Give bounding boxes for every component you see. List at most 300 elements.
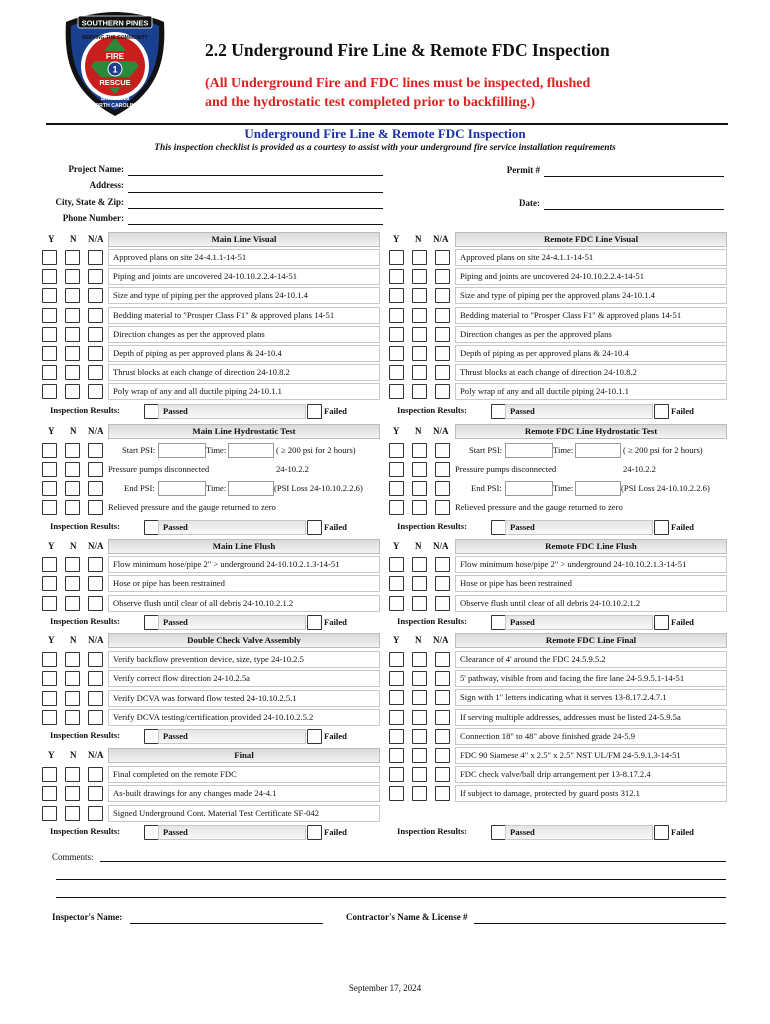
footer-date: September 17, 2024	[348, 983, 422, 993]
fdc-visual-row-5-checkbox-na[interactable]	[435, 346, 450, 361]
main-flush-row-1-checkbox-na[interactable]	[88, 576, 103, 591]
main-visual-row-7-checkbox-na[interactable]	[88, 384, 103, 399]
dcva-passed-checkbox[interactable]	[144, 729, 159, 744]
fdc-flush-passed-checkbox[interactable]	[491, 615, 506, 630]
main-hydro-start-time-input[interactable]	[228, 443, 274, 458]
main-flush-row-0-checkbox-y[interactable]	[42, 557, 57, 572]
fdc-final-row-1-checkbox-na[interactable]	[435, 671, 450, 686]
contractor-label: Contractor's Name & License #	[346, 912, 468, 922]
main-visual-item-7: Poly wrap of any and all ductile piping 24-10.1.1	[108, 383, 380, 400]
fdc-visual-item-7: Poly wrap of any and all ductile piping 24-10.1.1	[455, 383, 727, 400]
main-hydro-failed-label: Failed	[324, 522, 347, 532]
phone-field[interactable]	[128, 224, 383, 225]
fdc-visual-row-0-checkbox-na[interactable]	[435, 250, 450, 265]
fdc-visual-item-6: Thrust blocks at each change of direction 24-10.8.2	[455, 364, 727, 381]
final-col-y: Y	[48, 750, 55, 760]
warning-line-2: and the hydrostatic test completed prior to backfilling.)	[205, 95, 536, 110]
main-hydro-end-row-checkbox-na[interactable]	[88, 481, 103, 496]
fdc-final-row-3-checkbox-na[interactable]	[435, 710, 450, 725]
fdc-hydro-psi-loss-note: (PSI Loss 24-10.10.2.2.6)	[621, 483, 710, 493]
main-visual-item-0: Approved plans on site 24-4.1.1-14-51	[108, 249, 380, 266]
fdc-flush-failed-label: Failed	[671, 617, 694, 627]
main-visual-row-1-checkbox-y[interactable]	[42, 269, 57, 284]
main-flush-col-na: N/A	[88, 541, 104, 551]
fdc-visual-row-6-checkbox-y[interactable]	[389, 365, 404, 380]
main-hydro-col-n: N	[70, 426, 77, 436]
main-visual-item-4: Direction changes as per the approved plans	[108, 326, 380, 343]
fdc-final-row-5-checkbox-n[interactable]	[412, 748, 427, 763]
fdc-final-row-0-checkbox-n[interactable]	[412, 652, 427, 667]
main-flush-passed-label: Passed	[158, 615, 306, 630]
project-name-field[interactable]	[128, 175, 383, 176]
main-visual-row-7-checkbox-y[interactable]	[42, 384, 57, 399]
fdc-hydro-relieved-row-checkbox-y[interactable]	[389, 500, 404, 515]
main-visual-item-6: Thrust blocks at each change of direction 24-10.8.2	[108, 364, 380, 381]
main-flush-failed-label: Failed	[324, 617, 347, 627]
fdc-visual-row-0-checkbox-y[interactable]	[389, 250, 404, 265]
main-hydro-pumps-row-checkbox-y[interactable]	[42, 462, 57, 477]
dcva-col-n: N	[70, 635, 77, 645]
main-flush-row-1-checkbox-n[interactable]	[65, 576, 80, 591]
fdc-hydro-col-n: N	[415, 426, 422, 436]
main-visual-row-4-checkbox-y[interactable]	[42, 327, 57, 342]
logo-since-text: SINCE 1888	[100, 96, 130, 102]
main-hydro-start-row-checkbox-na[interactable]	[88, 443, 103, 458]
final-item-1: As-built drawings for any changes made 24-4.1	[108, 785, 380, 802]
final-col-na: N/A	[88, 750, 104, 760]
date-label: Date:	[519, 198, 540, 208]
fdc-visual-item-1: Piping and joints are uncovered 24-10.10.2.2.4-14-51	[455, 268, 727, 285]
final-row-2-checkbox-n[interactable]	[65, 806, 80, 821]
main-visual-row-6-checkbox-na[interactable]	[88, 365, 103, 380]
dcva-row-1-checkbox-y[interactable]	[42, 671, 57, 686]
dcva-row-3-checkbox-n[interactable]	[65, 710, 80, 725]
fdc-final-row-1-checkbox-y[interactable]	[389, 671, 404, 686]
fdc-hydro-start-row-checkbox-na[interactable]	[435, 443, 450, 458]
fdc-visual-col-n: N	[415, 234, 422, 244]
dcva-item-1: Verify correct flow direction 24-10.2.5a	[108, 670, 380, 687]
form-description: This inspection checklist is provided as a courtesy to assist with your underground fire service installation requirements	[154, 143, 616, 153]
fdc-final-item-6: FDC check valve/ball drip arrangement per 13-8.17.2.4	[455, 766, 727, 783]
main-hydro-section-header: Main Line Hydrostatic Test	[108, 424, 380, 439]
main-hydro-duration-note: ( ≥ 200 psi for 2 hours)	[276, 445, 356, 455]
fdc-visual-row-7-checkbox-n[interactable]	[412, 384, 427, 399]
fdc-visual-item-3: Bedding material to "Prosper Class F1" & approved plans 14-51	[455, 307, 727, 324]
fdc-final-row-1-checkbox-n[interactable]	[412, 671, 427, 686]
fdc-final-results-label: Inspection Results:	[397, 826, 467, 836]
fdc-hydro-start-psi-label: Start PSI:	[469, 445, 503, 455]
fdc-visual-row-2-checkbox-y[interactable]	[389, 288, 404, 303]
comments-line-2[interactable]	[56, 879, 726, 880]
main-hydro-relieved-row-checkbox-n[interactable]	[65, 500, 80, 515]
main-hydro-pumps-ref: 24-10.2.2	[276, 464, 309, 474]
dcva-failed-label: Failed	[324, 731, 347, 741]
fdc-visual-row-4-checkbox-n[interactable]	[412, 327, 427, 342]
main-visual-passed-checkbox[interactable]	[144, 404, 159, 419]
fdc-final-row-6-checkbox-n[interactable]	[412, 767, 427, 782]
fdc-hydro-pumps-ref: 24-10.2.2	[623, 464, 656, 474]
main-visual-row-0-checkbox-y[interactable]	[42, 250, 57, 265]
page-title: 2.2 Underground Fire Line & Remote FDC Inspection	[205, 40, 610, 60]
fdc-hydro-pumps-row-checkbox-na[interactable]	[435, 462, 450, 477]
fdc-final-row-2-checkbox-na[interactable]	[435, 690, 450, 705]
fdc-hydro-failed-label: Failed	[671, 522, 694, 532]
fdc-hydro-col-na: N/A	[433, 426, 449, 436]
fdc-final-row-4-checkbox-n[interactable]	[412, 729, 427, 744]
fdc-visual-passed-checkbox[interactable]	[491, 404, 506, 419]
warning-note	[205, 74, 590, 112]
fdc-visual-item-2: Size and type of piping per the approved plans 24-10.1.4	[455, 287, 727, 304]
fdc-final-item-1: 5' pathway, visible from and facing the fire lane 24-5.9.5.1-14-51	[455, 670, 727, 687]
fdc-hydro-pumps-row-checkbox-n[interactable]	[412, 462, 427, 477]
main-visual-item-5: Depth of piping as per approved plans & 24-10.4	[108, 345, 380, 362]
fdc-visual-failed-label: Failed	[671, 406, 694, 416]
fdc-flush-row-0-checkbox-y[interactable]	[389, 557, 404, 572]
fdc-visual-row-7-checkbox-y[interactable]	[389, 384, 404, 399]
fdc-hydro-end-psi-label: End PSI:	[471, 483, 502, 493]
main-hydro-relieved-label: Relieved pressure and the gauge returned to zero	[108, 502, 276, 512]
final-row-1-checkbox-na[interactable]	[88, 786, 103, 801]
dcva-row-2-checkbox-n[interactable]	[65, 691, 80, 706]
main-visual-row-6-checkbox-n[interactable]	[65, 365, 80, 380]
dcva-row-2-checkbox-na[interactable]	[88, 691, 103, 706]
fdc-final-col-y: Y	[393, 635, 400, 645]
address-field[interactable]	[128, 192, 383, 193]
project-name-label: Project Name:	[68, 164, 124, 174]
final-row-2-checkbox-na[interactable]	[88, 806, 103, 821]
main-visual-row-2-checkbox-na[interactable]	[88, 288, 103, 303]
fdc-visual-col-y: Y	[393, 234, 400, 244]
fdc-visual-row-1-checkbox-na[interactable]	[435, 269, 450, 284]
final-row-0-checkbox-n[interactable]	[65, 767, 80, 782]
fdc-visual-item-0: Approved plans on site 24-4.1.1-14-51	[455, 249, 727, 266]
final-section-header: Final	[108, 748, 380, 763]
fdc-visual-row-0-checkbox-n[interactable]	[412, 250, 427, 265]
fdc-visual-row-1-checkbox-y[interactable]	[389, 269, 404, 284]
final-col-n: N	[70, 750, 77, 760]
inspector-name-field[interactable]	[130, 923, 323, 924]
fdc-hydro-section-header: Remote FDC Line Hydrostatic Test	[455, 424, 727, 439]
main-hydro-start-row-checkbox-n[interactable]	[65, 443, 80, 458]
fdc-flush-col-na: N/A	[433, 541, 449, 551]
main-flush-row-2-checkbox-na[interactable]	[88, 596, 103, 611]
fdc-flush-row-0-checkbox-n[interactable]	[412, 557, 427, 572]
fdc-hydro-duration-note: ( ≥ 200 psi for 2 hours)	[623, 445, 703, 455]
fdc-hydro-end-time-label: Time:	[553, 483, 574, 493]
fdc-visual-row-7-checkbox-na[interactable]	[435, 384, 450, 399]
fdc-hydro-col-y: Y	[393, 426, 400, 436]
fdc-hydro-passed-label: Passed	[505, 520, 653, 535]
final-row-1-checkbox-n[interactable]	[65, 786, 80, 801]
fdc-hydro-passed-checkbox[interactable]	[491, 520, 506, 535]
warning-line-1: (All Underground Fire and FDC lines must be inspected, flushed	[205, 76, 591, 91]
fdc-final-row-3-checkbox-n[interactable]	[412, 710, 427, 725]
city-field[interactable]	[128, 208, 383, 209]
main-hydro-psi-loss-note: (PSI Loss 24-10.10.2.2.6)	[274, 483, 363, 493]
final-results-label: Inspection Results:	[50, 826, 120, 836]
fdc-flush-item-2: Observe flush until clear of all debris 24-10.10.2.1.2	[455, 595, 727, 612]
main-hydro-end-psi-label: End PSI:	[124, 483, 155, 493]
main-visual-row-2-checkbox-y[interactable]	[42, 288, 57, 303]
fdc-visual-row-4-checkbox-y[interactable]	[389, 327, 404, 342]
main-hydro-end-time-input[interactable]	[228, 481, 274, 496]
main-visual-row-4-checkbox-n[interactable]	[65, 327, 80, 342]
fdc-flush-passed-label: Passed	[505, 615, 653, 630]
main-visual-row-3-checkbox-na[interactable]	[88, 308, 103, 323]
fdc-hydro-start-time-input[interactable]	[575, 443, 621, 458]
main-flush-results-label: Inspection Results:	[50, 616, 120, 626]
main-flush-col-y: Y	[48, 541, 55, 551]
permit-label: Permit #	[506, 165, 540, 175]
main-hydro-passed-checkbox[interactable]	[144, 520, 159, 535]
main-visual-col-n: N	[70, 234, 77, 244]
fdc-flush-row-2-checkbox-n[interactable]	[412, 596, 427, 611]
dcva-row-0-checkbox-na[interactable]	[88, 652, 103, 667]
fdc-flush-col-n: N	[415, 541, 422, 551]
fdc-hydro-end-psi-input[interactable]	[505, 481, 553, 496]
fdc-hydro-pumps-label: Pressure pumps disconnected	[455, 464, 557, 474]
main-visual-row-0-checkbox-na[interactable]	[88, 250, 103, 265]
fdc-flush-row-1-checkbox-n[interactable]	[412, 576, 427, 591]
fdc-hydro-relieved-label: Relieved pressure and the gauge returned to zero	[455, 502, 623, 512]
dcva-row-1-checkbox-na[interactable]	[88, 671, 103, 686]
main-hydro-passed-label: Passed	[158, 520, 306, 535]
main-flush-item-1: Hose or pipe has been restrained	[108, 575, 380, 592]
comments-label: Comments:	[52, 852, 94, 862]
main-hydro-start-row-checkbox-y[interactable]	[42, 443, 57, 458]
fdc-hydro-start-row-checkbox-y[interactable]	[389, 443, 404, 458]
fdc-hydro-start-time-label: Time:	[553, 445, 574, 455]
dcva-item-2: Verify DCVA was forward flow tested 24-10.10.2.5.1	[108, 690, 380, 707]
fdc-final-row-4-checkbox-na[interactable]	[435, 729, 450, 744]
header-rule	[46, 123, 728, 125]
dcva-row-3-checkbox-na[interactable]	[88, 710, 103, 725]
fdc-final-item-4: Connection 18" to 48" above finished grade 24-5.9	[455, 728, 727, 745]
final-item-2: Signed Underground Cont. Material Test Certificate SF-042	[108, 805, 380, 822]
fdc-flush-item-1: Hose or pipe has been restrained	[455, 575, 727, 592]
fdc-final-item-0: Clearance of 4' around the FDC 24.5.9.5.2	[455, 651, 727, 668]
main-hydro-start-psi-label: Start PSI:	[122, 445, 156, 455]
dcva-row-1-checkbox-n[interactable]	[65, 671, 80, 686]
comments-line-1[interactable]	[100, 861, 726, 862]
fdc-final-row-7-checkbox-n[interactable]	[412, 786, 427, 801]
fdc-hydro-end-row-checkbox-n[interactable]	[412, 481, 427, 496]
fdc-visual-row-2-checkbox-na[interactable]	[435, 288, 450, 303]
main-flush-row-2-checkbox-y[interactable]	[42, 596, 57, 611]
fdc-hydro-failed-checkbox[interactable]	[654, 520, 669, 535]
final-row-1-checkbox-y[interactable]	[42, 786, 57, 801]
logo-rescue-text: RESCUE	[99, 78, 131, 87]
logo-top-text: SOUTHERN PINES	[81, 18, 149, 28]
fdc-visual-row-6-checkbox-na[interactable]	[435, 365, 450, 380]
logo-number: 1	[112, 64, 118, 75]
main-visual-row-6-checkbox-y[interactable]	[42, 365, 57, 380]
fdc-flush-row-1-checkbox-y[interactable]	[389, 576, 404, 591]
main-visual-results-label: Inspection Results:	[50, 405, 120, 415]
final-row-0-checkbox-y[interactable]	[42, 767, 57, 782]
main-hydro-end-time-label: Time:	[206, 483, 227, 493]
fdc-hydro-end-time-input[interactable]	[575, 481, 621, 496]
fdc-visual-row-3-checkbox-y[interactable]	[389, 308, 404, 323]
main-visual-row-1-checkbox-n[interactable]	[65, 269, 80, 284]
main-flush-col-n: N	[70, 541, 77, 551]
fdc-visual-col-na: N/A	[433, 234, 449, 244]
fdc-visual-row-6-checkbox-n[interactable]	[412, 365, 427, 380]
main-hydro-start-time-label: Time:	[206, 445, 227, 455]
dcva-row-0-checkbox-n[interactable]	[65, 652, 80, 667]
dcva-item-0: Verify backflow prevention device, size, type 24-10.2.5	[108, 651, 380, 668]
fdc-hydro-end-row-checkbox-y[interactable]	[389, 481, 404, 496]
fdc-visual-row-4-checkbox-na[interactable]	[435, 327, 450, 342]
main-hydro-pumps-row-checkbox-n[interactable]	[65, 462, 80, 477]
final-item-0: Final completed on the remote FDC	[108, 766, 380, 783]
main-visual-row-7-checkbox-n[interactable]	[65, 384, 80, 399]
main-flush-row-0-checkbox-na[interactable]	[88, 557, 103, 572]
dcva-row-0-checkbox-y[interactable]	[42, 652, 57, 667]
main-hydro-end-row-checkbox-n[interactable]	[65, 481, 80, 496]
main-flush-section-header: Main Line Flush	[108, 539, 380, 554]
final-passed-label: Passed	[158, 825, 306, 840]
fdc-final-item-5: FDC 90 Siamese 4" x 2.5" x 2.5" NST UL/FM 24-5.9.1.3-14-51	[455, 747, 727, 764]
fdc-visual-row-1-checkbox-n[interactable]	[412, 269, 427, 284]
fdc-hydro-relieved-row-checkbox-n[interactable]	[412, 500, 427, 515]
fdc-final-item-2: Sign with 1" letters indicating what it serves 13-8.17.2.4.7.1	[455, 689, 727, 706]
main-hydro-failed-checkbox[interactable]	[307, 520, 322, 535]
fdc-final-row-5-checkbox-y[interactable]	[389, 748, 404, 763]
fdc-flush-row-0-checkbox-na[interactable]	[435, 557, 450, 572]
main-visual-passed-label: Passed	[158, 404, 306, 419]
main-flush-item-2: Observe flush until clear of all debris 24-10.10.2.1.2	[108, 595, 380, 612]
fdc-final-row-7-checkbox-na[interactable]	[435, 786, 450, 801]
fdc-final-item-7: If subject to damage, protected by guard posts 312.1	[455, 785, 727, 802]
city-label: City, State & Zip:	[55, 197, 124, 207]
fdc-hydro-results-label: Inspection Results:	[397, 521, 467, 531]
final-row-0-checkbox-na[interactable]	[88, 767, 103, 782]
main-visual-item-2: Size and type of piping per the approved plans 24-10.1.4	[108, 287, 380, 304]
dcva-item-3: Verify DCVA testing/certification provided 24-10.10.2.5.2	[108, 709, 380, 726]
main-visual-row-5-checkbox-n[interactable]	[65, 346, 80, 361]
fdc-final-passed-label: Passed	[505, 825, 653, 840]
main-hydro-col-y: Y	[48, 426, 55, 436]
fdc-flush-row-1-checkbox-na[interactable]	[435, 576, 450, 591]
fdc-flush-section-header: Remote FDC Line Flush	[455, 539, 727, 554]
fdc-hydro-end-row-checkbox-na[interactable]	[435, 481, 450, 496]
fdc-hydro-start-psi-input[interactable]	[505, 443, 553, 458]
comments-line-3[interactable]	[56, 897, 726, 898]
form-subtitle: Underground Fire Line & Remote FDC Inspection	[244, 126, 526, 141]
fdc-visual-row-3-checkbox-na[interactable]	[435, 308, 450, 323]
main-visual-item-1: Piping and joints are uncovered 24-10.10.2.2.4-14-51	[108, 268, 380, 285]
fdc-visual-row-2-checkbox-n[interactable]	[412, 288, 427, 303]
dcva-failed-checkbox[interactable]	[307, 729, 322, 744]
fdc-final-row-4-checkbox-y[interactable]	[389, 729, 404, 744]
fdc-final-row-2-checkbox-y[interactable]	[389, 690, 404, 705]
main-visual-row-1-checkbox-na[interactable]	[88, 269, 103, 284]
main-flush-row-1-checkbox-y[interactable]	[42, 576, 57, 591]
main-flush-passed-checkbox[interactable]	[144, 615, 159, 630]
fdc-final-col-n: N	[415, 635, 422, 645]
main-flush-row-0-checkbox-n[interactable]	[65, 557, 80, 572]
fdc-final-row-6-checkbox-na[interactable]	[435, 767, 450, 782]
fdc-flush-failed-checkbox[interactable]	[654, 615, 669, 630]
main-visual-row-3-checkbox-y[interactable]	[42, 308, 57, 323]
fdc-final-row-7-checkbox-y[interactable]	[389, 786, 404, 801]
fdc-final-row-5-checkbox-na[interactable]	[435, 748, 450, 763]
final-failed-label: Failed	[324, 827, 347, 837]
inspector-name-label: Inspector's Name:	[52, 912, 123, 922]
main-hydro-pumps-row-checkbox-na[interactable]	[88, 462, 103, 477]
main-hydro-end-row-checkbox-y[interactable]	[42, 481, 57, 496]
fdc-visual-item-4: Direction changes as per the approved plans	[455, 326, 727, 343]
final-passed-checkbox[interactable]	[144, 825, 159, 840]
fdc-hydro-start-row-checkbox-n[interactable]	[412, 443, 427, 458]
fdc-final-row-0-checkbox-na[interactable]	[435, 652, 450, 667]
main-hydro-col-na: N/A	[88, 426, 104, 436]
dcva-section-header: Double Check Valve Assembly	[108, 633, 380, 648]
dcva-row-3-checkbox-y[interactable]	[42, 710, 57, 725]
fdc-visual-row-3-checkbox-n[interactable]	[412, 308, 427, 323]
main-visual-row-2-checkbox-n[interactable]	[65, 288, 80, 303]
fire-department-logo	[60, 8, 170, 120]
fdc-hydro-relieved-row-checkbox-na[interactable]	[435, 500, 450, 515]
fdc-visual-section-header: Remote FDC Line Visual	[455, 232, 727, 247]
fdc-hydro-pumps-row-checkbox-y[interactable]	[389, 462, 404, 477]
main-hydro-results-label: Inspection Results:	[50, 521, 120, 531]
main-visual-row-4-checkbox-na[interactable]	[88, 327, 103, 342]
main-visual-failed-checkbox[interactable]	[307, 404, 322, 419]
final-failed-checkbox[interactable]	[307, 825, 322, 840]
dcva-passed-label: Passed	[158, 729, 306, 744]
main-visual-row-5-checkbox-na[interactable]	[88, 346, 103, 361]
main-flush-failed-checkbox[interactable]	[307, 615, 322, 630]
main-hydro-relieved-row-checkbox-na[interactable]	[88, 500, 103, 515]
dcva-row-2-checkbox-y[interactable]	[42, 691, 57, 706]
fdc-final-failed-checkbox[interactable]	[654, 825, 669, 840]
main-visual-col-na: N/A	[88, 234, 104, 244]
main-visual-row-3-checkbox-n[interactable]	[65, 308, 80, 323]
logo-arc-text: SERVING THE COMMUNITY	[81, 35, 149, 41]
final-row-2-checkbox-y[interactable]	[42, 806, 57, 821]
fdc-visual-row-5-checkbox-n[interactable]	[412, 346, 427, 361]
main-visual-row-5-checkbox-y[interactable]	[42, 346, 57, 361]
fdc-final-col-na: N/A	[433, 635, 449, 645]
fdc-flush-row-2-checkbox-na[interactable]	[435, 596, 450, 611]
fdc-final-failed-label: Failed	[671, 827, 694, 837]
dcva-results-label: Inspection Results:	[50, 730, 120, 740]
fdc-final-row-6-checkbox-y[interactable]	[389, 767, 404, 782]
fdc-final-row-3-checkbox-y[interactable]	[389, 710, 404, 725]
contractor-field[interactable]	[474, 923, 726, 924]
main-flush-row-2-checkbox-n[interactable]	[65, 596, 80, 611]
fdc-final-row-0-checkbox-y[interactable]	[389, 652, 404, 667]
fdc-flush-row-2-checkbox-y[interactable]	[389, 596, 404, 611]
main-visual-failed-label: Failed	[324, 406, 347, 416]
main-visual-item-3: Bedding material to "Prosper Class F1" & approved plans 14-51	[108, 307, 380, 324]
permit-field[interactable]	[544, 176, 724, 177]
main-flush-item-0: Flow minimum hose/pipe 2" > underground 24-10.10.2.1.3-14-51	[108, 556, 380, 573]
fdc-visual-failed-checkbox[interactable]	[654, 404, 669, 419]
main-hydro-start-psi-input[interactable]	[158, 443, 206, 458]
fdc-final-passed-checkbox[interactable]	[491, 825, 506, 840]
date-field[interactable]	[544, 209, 724, 210]
main-hydro-relieved-row-checkbox-y[interactable]	[42, 500, 57, 515]
main-visual-row-0-checkbox-n[interactable]	[65, 250, 80, 265]
fdc-visual-passed-label: Passed	[505, 404, 653, 419]
main-hydro-end-psi-input[interactable]	[158, 481, 206, 496]
fdc-final-row-2-checkbox-n[interactable]	[412, 690, 427, 705]
phone-label: Phone Number:	[62, 213, 124, 223]
fdc-visual-row-5-checkbox-y[interactable]	[389, 346, 404, 361]
